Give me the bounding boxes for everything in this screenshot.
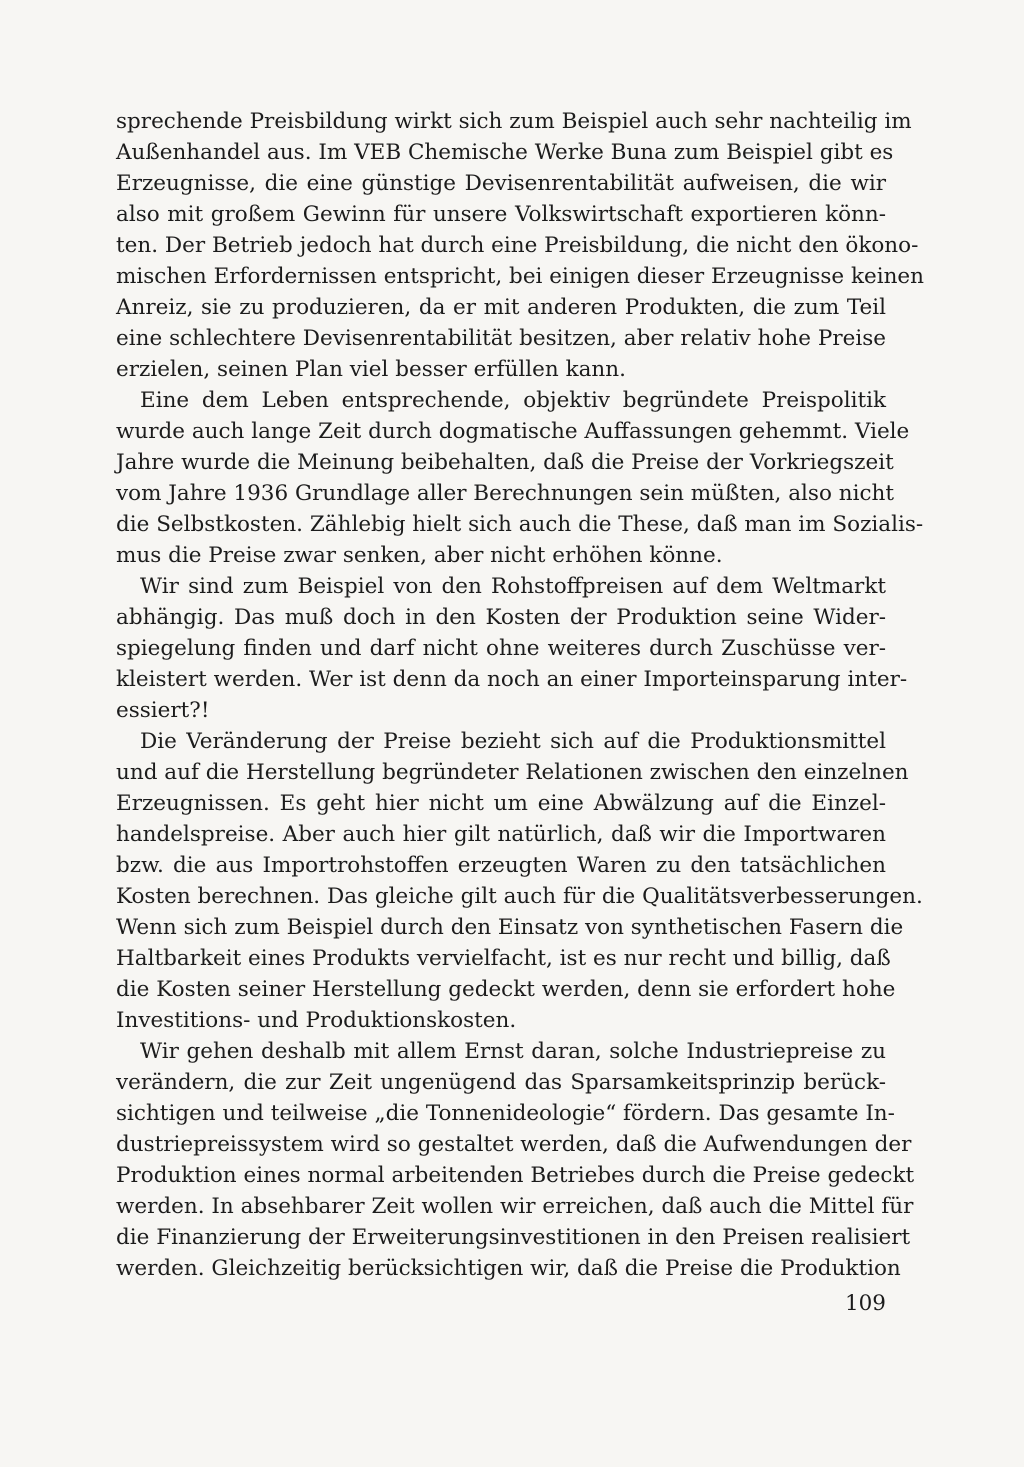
- text-line: Außenhandel aus. Im VEB Chemische Werke Buna zum Beispiel gibt es: [116, 140, 894, 165]
- text-line: essiert?!: [116, 698, 210, 723]
- text-line: werden. In absehbarer Zeit wollen wir erreichen, daß auch die Mittel für: [116, 1194, 914, 1219]
- text-line: mus die Preise zwar senken, aber nicht erhöhen könne.: [116, 543, 723, 568]
- text-line: ten. Der Betrieb jedoch hat durch eine Preisbildung, die nicht den ökono-: [116, 233, 919, 258]
- text-line: werden. Gleichzeitig berücksichtigen wir, daß die Preise die Produktion: [116, 1256, 901, 1281]
- text-line: abhängig. Das muß doch in den Kosten der Produktion seine Wider-: [116, 605, 886, 630]
- text-line: die Selbstkosten. Zählebig hielt sich auch die These, daß man im Sozialis-: [116, 512, 924, 537]
- text-line: Haltbarkeit eines Produkts vervielfacht, ist es nur recht und billig, daß: [116, 946, 891, 971]
- text-line: Erzeugnissen. Es geht hier nicht um eine Abwälzung auf die Einzel-: [116, 791, 886, 816]
- text-line: Produktion eines normal arbeitenden Betriebes durch die Preise gedeckt: [116, 1163, 915, 1188]
- text-line: vom Jahre 1936 Grundlage aller Berechnungen sein müßten, also nicht: [116, 481, 894, 506]
- text-line: die Kosten seiner Herstellung gedeckt werden, denn sie erfordert hohe: [116, 977, 896, 1002]
- page-number: 109: [844, 1291, 886, 1316]
- text-line: spiegelung finden und darf nicht ohne weiteres durch Zuschüsse ver-: [116, 636, 886, 661]
- paragraph-5: [116, 1036, 915, 1284]
- text-line: verändern, die zur Zeit ungenügend das Sparsamkeitsprinzip berück-: [116, 1070, 886, 1095]
- text-line: eine schlechtere Devisenrentabilität besitzen, aber relativ hohe Preise: [116, 326, 886, 351]
- text-line: dustriepreissystem wird so gestaltet werden, daß die Aufwendungen der: [116, 1132, 912, 1157]
- paragraph-4: [116, 726, 923, 1036]
- text-line: kleistert werden. Wer ist denn da noch an einer Importeinsparung inter-: [116, 667, 908, 692]
- text-line: wurde auch lange Zeit durch dogmatische Auffassungen gehemmt. Viele: [116, 419, 910, 444]
- text-line: mischen Erfordernissen entspricht, bei einigen dieser Erzeugnisse keinen: [116, 264, 925, 289]
- text-line: also mit großem Gewinn für unsere Volkswirtschaft exportieren könn-: [116, 202, 886, 227]
- text-line: erzielen, seinen Plan viel besser erfüllen kann.: [116, 357, 626, 382]
- text-line: Wir gehen deshalb mit allem Ernst daran, solche Industriepreise zu: [140, 1039, 886, 1064]
- text-line: Jahre wurde die Meinung beibehalten, daß die Preise der Vorkriegszeit: [116, 450, 894, 475]
- text-line: Anreiz, sie zu produzieren, da er mit anderen Produkten, die zum Teil: [116, 295, 886, 320]
- text-line: sichtigen und teilweise „die Tonnenideologie“ fördern. Das gesamte In-: [116, 1101, 895, 1126]
- text-line: die Finanzierung der Erweiterungsinvestitionen in den Preisen realisiert: [116, 1225, 911, 1250]
- paragraph-1: [116, 106, 925, 385]
- text-line: Eine dem Leben entsprechende, objektiv begründete Preispolitik: [140, 388, 886, 413]
- text-line: Die Veränderung der Preise bezieht sich auf die Produktionsmittel: [140, 729, 886, 754]
- text-line: Erzeugnisse, die eine günstige Devisenrentabilität aufweisen, die wir: [116, 171, 886, 196]
- text-line: sprechende Preisbildung wirkt sich zum Beispiel auch sehr nachteilig im: [116, 109, 912, 134]
- text-line: handelspreise. Aber auch hier gilt natürlich, daß wir die Importwaren: [116, 822, 886, 847]
- paragraph-2: [116, 385, 924, 571]
- text-line: Wir sind zum Beispiel von den Rohstoffpreisen auf dem Weltmarkt: [140, 574, 886, 599]
- text-line: Wenn sich zum Beispiel durch den Einsatz von synthetischen Fasern die: [116, 915, 904, 940]
- text-line: und auf die Herstellung begründeter Relationen zwischen den einzelnen: [116, 760, 909, 785]
- text-line: Kosten berechnen. Das gleiche gilt auch für die Qualitätsverbesserungen.: [116, 884, 923, 909]
- paragraph-3: [116, 571, 908, 726]
- text-line: Investitions- und Produktionskosten.: [116, 1008, 517, 1033]
- page-body: [116, 106, 925, 1284]
- text-line: bzw. die aus Importrohstoffen erzeugten Waren zu den tatsächlichen: [116, 853, 886, 878]
